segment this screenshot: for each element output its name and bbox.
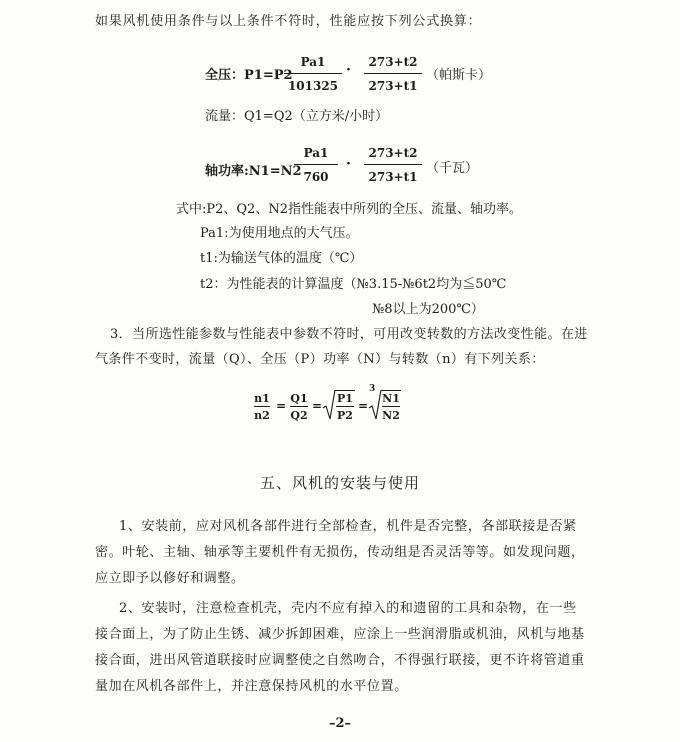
cube-root-vinculum [381, 390, 401, 391]
fraction-bar [364, 164, 422, 165]
ratio-p-denominator: P2 [337, 409, 353, 422]
pressure-frac1-denominator: 101325 [287, 79, 339, 93]
power-frac1-denominator: 760 [303, 170, 329, 184]
ratio-power-numerator: N1 [382, 392, 400, 405]
pressure-frac2-denominator: 273+t1 [368, 79, 418, 93]
pressure-frac2-numerator: 273+t2 [368, 55, 418, 69]
power-frac2-numerator: 273+t2 [368, 146, 418, 160]
equals-sign-1: = [276, 399, 287, 413]
power-fraction-1 [294, 145, 338, 185]
cube-root-index: 3 [369, 384, 376, 394]
square-root-icon [322, 388, 336, 422]
ratio-n-numerator: n1 [254, 392, 270, 405]
flow-formula: 流量：Q1=Q2（立方米/小时） [205, 109, 389, 124]
definition-line-5: №8以上为200℃） [372, 302, 484, 317]
root-vinculum [335, 390, 355, 391]
pressure-unit: （帕斯卡） [426, 68, 492, 83]
power-formula-label: 轴功率:N1=N2 [205, 164, 302, 179]
fraction-bar [294, 164, 338, 165]
pressure-formula-label: 全压：P1=P2 [205, 68, 293, 83]
pressure-multiply-dot: · [346, 62, 351, 78]
equals-sign-3: = [358, 399, 369, 413]
ratio-fraction-p [336, 392, 354, 422]
ratio-fraction-n [254, 392, 270, 422]
fraction-bar [284, 73, 342, 74]
fraction-bar [290, 406, 308, 407]
install-paragraph-1: 1、安装前，应对风机各部件进行全部检查，机件是否完整，各部联接是否紧密。叶轮、主轴、轴承等主要机件有无损伤，传动组是否灵活等等。如发现问题，应立即予以修好和调整。 [95, 519, 585, 586]
power-fraction-2 [364, 145, 422, 185]
fraction-bar [336, 406, 354, 407]
fraction-bar [364, 73, 422, 74]
power-frac2-denominator: 273+t1 [368, 170, 418, 184]
ratio-q-denominator: Q2 [290, 409, 308, 422]
fraction-bar [382, 406, 400, 407]
definition-line-1: 式中:P2、Q2、N2指性能表中所列的全压、流量、轴功率。 [176, 202, 522, 217]
power-frac1-numerator: Pa1 [303, 146, 329, 160]
ratio-fraction-q [290, 392, 308, 422]
fraction-bar [254, 406, 270, 407]
ratio-fraction-n-power [382, 392, 400, 422]
para3-line-2: 气条件不变时，流量（Q）、全压（P）功率（N）与转数（n）有下列关系： [95, 352, 545, 367]
equals-sign-2: = [312, 399, 323, 413]
ratio-q-numerator: Q1 [290, 392, 308, 405]
para3-line-1: 3．当所选性能参数与性能表中参数不符时，可用改变转数的方法改变性能。在进 [110, 327, 588, 342]
definition-line-2: Pa1:为使用地点的大气压。 [200, 226, 359, 241]
page-number: –2– [328, 716, 352, 731]
pressure-fraction-1 [284, 54, 342, 94]
power-unit: （千瓦） [426, 161, 479, 176]
ratio-p-numerator: P1 [337, 392, 353, 405]
pressure-fraction-2 [364, 54, 422, 94]
cube-root-icon [368, 388, 382, 422]
section-heading: 五、风机的安装与使用 [259, 474, 420, 492]
definition-line-4: t2：为性能表的计算温度（№3.15-№6t2均为≦50℃ [200, 277, 507, 292]
pressure-frac1-numerator: Pa1 [300, 55, 326, 69]
definition-line-3: t1:为输送气体的温度（℃） [200, 251, 363, 266]
ratio-power-denominator: N2 [382, 409, 400, 422]
install-paragraph-2: 2、安装时，注意检查机壳，壳内不应有掉入的和遗留的工具和杂物，在一些接合面上，为了防止生锈、减少拆卸困难，应涂上一些润滑脂或机油，风机与地基接合面，进出风管道联接时应调整使之自然吻合，不得强行联接，更不许将管道重量加在风机各部件上，并注意保持风机的水平位置。 [95, 601, 585, 694]
power-multiply-dot: · [346, 156, 351, 172]
intro-line: 如果风机使用条件与以上条件不符时，性能应按下列公式换算： [95, 14, 482, 29]
ratio-n-denominator: n2 [254, 409, 270, 422]
